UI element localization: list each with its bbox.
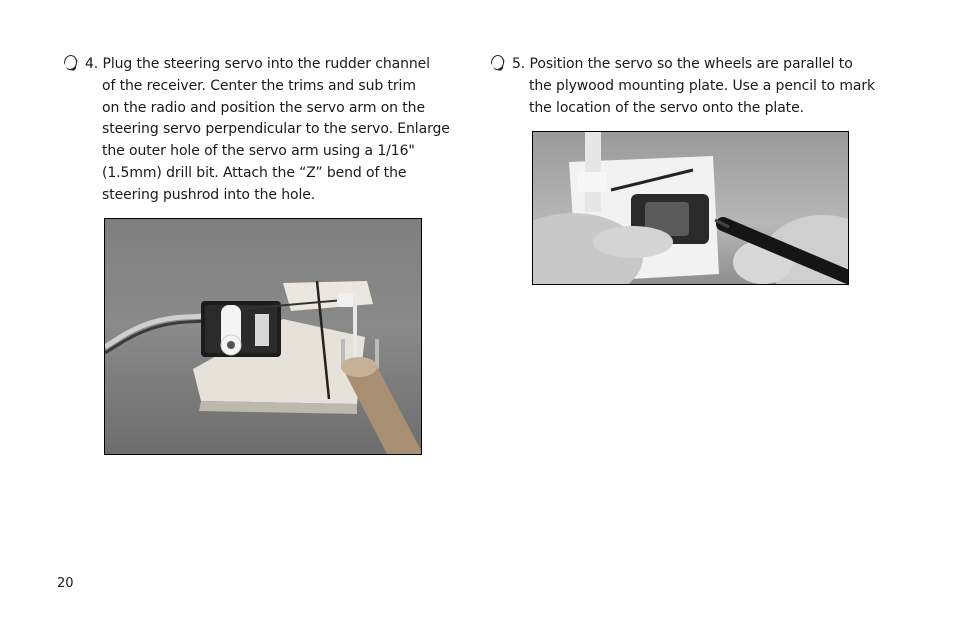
step-5-instructions: [491, 54, 891, 119]
step-4-line-4: steering servo perpendicular to the servo. Enlarge: [102, 121, 450, 138]
marking-servo-illustration: [533, 132, 848, 284]
checkbox-icon[interactable]: [63, 54, 79, 71]
step-5-line-3: the location of the servo onto the plate.: [529, 99, 804, 116]
step-4-line-7: steering pushrod into the hole.: [102, 186, 316, 203]
checkbox-icon[interactable]: [490, 54, 506, 71]
step-4-line-5: the outer hole of the servo arm using a 1/16": [102, 143, 415, 160]
step-4-line-3: on the radio and position the servo arm on the: [102, 99, 425, 116]
step-4-line-6: (1.5mm) drill bit. Attach the “Z” bend of the: [102, 164, 407, 181]
step-4-line-1: 4. Plug the steering servo into the rudder channel: [85, 56, 430, 72]
servo-assembly-illustration: [105, 219, 421, 454]
marking-servo-photo: [532, 131, 849, 285]
page-number: 20: [57, 576, 74, 591]
step-5-line-1: 5. Position the servo so the wheels are parallel to: [512, 56, 853, 72]
step-4-instructions: [64, 54, 450, 207]
step-4-line-2: of the receiver. Center the trims and sub trim: [102, 77, 416, 94]
servo-assembly-photo: [104, 218, 422, 455]
step-5-line-2: the plywood mounting plate. Use a pencil to mark: [529, 77, 876, 94]
